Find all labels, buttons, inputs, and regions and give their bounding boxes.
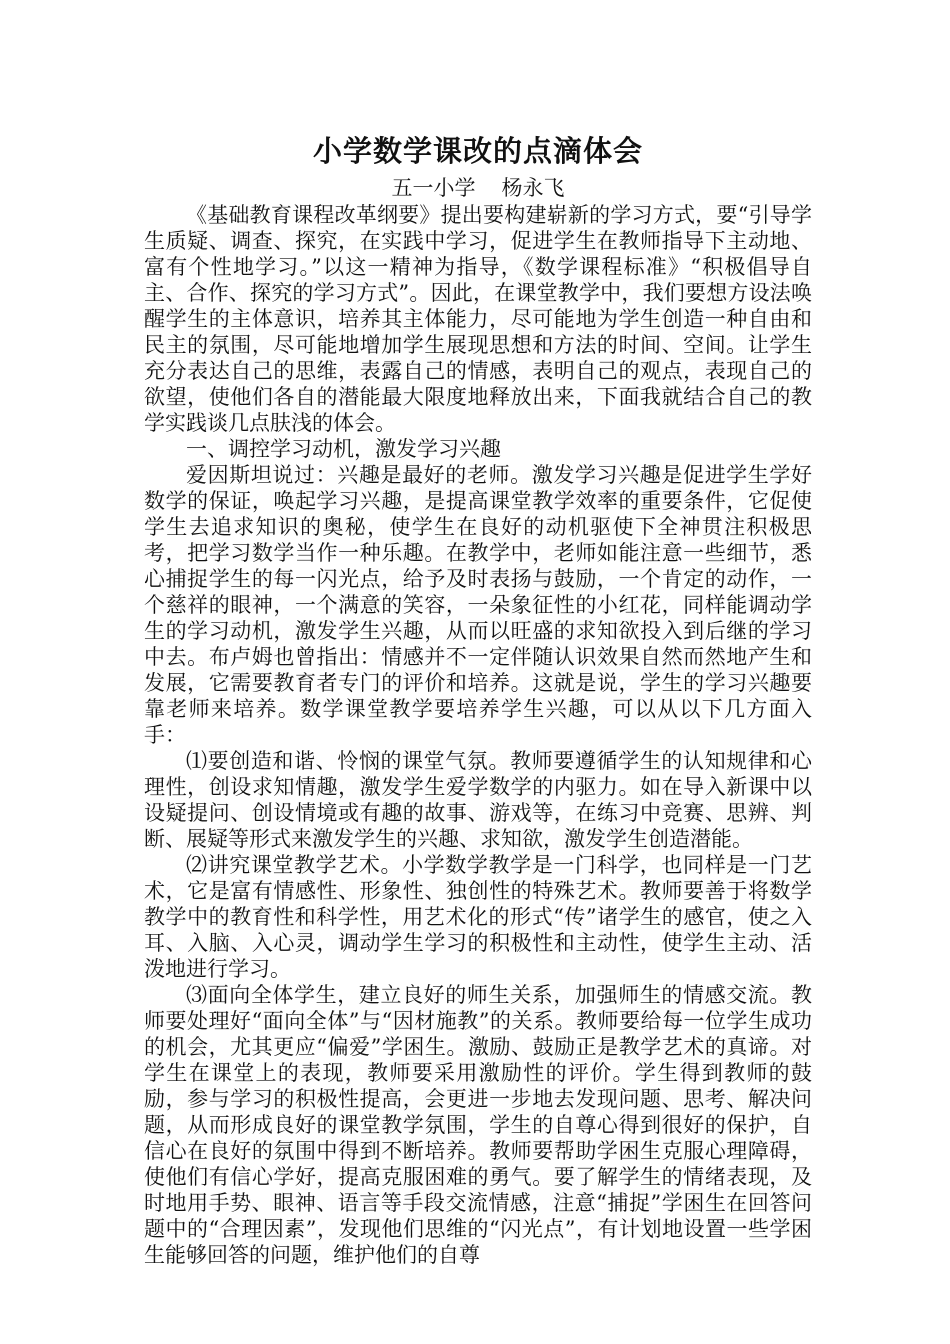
paragraph-point-1: ⑴要创造和谐、怜悯的课堂气氛。教师要遵循学生的认知规律和心理性，创设求知情趣，激发学生爱学数学的内驱力。如在导入新课中以设疑提问、创设情境或有趣的故事、游戏等，在练习中竞赛、思辨、判断、展疑等形式来激发学生的兴趣、求知欲，激发学生创造潜能。 [144, 749, 812, 851]
author-name: 杨永飞 [501, 176, 565, 200]
school-name: 五一小学 [391, 176, 476, 200]
byline [144, 174, 812, 202]
paragraph-point-3: ⑶面向全体学生，建立良好的师生关系，加强师生的情感交流。教师要处理好“面向全体”与“因材施教”的关系。教师要给每一位学生成功的机会，尤其更应“偏爱”学困生。激励、鼓励正是教学艺术的真谛。对学生在课堂上的表现，教师要采用激励性的评价。学生得到教师的鼓励，参与学习的积极性提高，会更进一步地去发现问题、思考、解决问题，从而形成良好的课堂教学氛围，学生的自尊心得到很好的保护，自信心在良好的氛围中得到不断培养。教师要帮助学困生克服心理障碍，使他们有信心学好，提高克服困难的勇气。要了解学生的情绪表现，及时地用手势、眼神、语言等手段交流情感，注意“捕捉”学困生在回答问题中的“合理因素”，发现他们思维的“闪光点”，有计划地设置一些学困生能够回答的问题，维护他们的自尊 [144, 983, 812, 1267]
paragraph-interest: 爱因斯坦说过：兴趣是最好的老师。激发学习兴趣是促进学生学好数学的保证，唤起学习兴趣，是提高课堂教学效率的重要条件，它促使学生去追求知识的奥秘，使学生在良好的动机驱使下全神贯注积极思考，把学习数学当作一种乐趣。在教学中，老师如能注意一些细节，悉心捕捉学生的每一闪光点，给予及时表扬与鼓励，一个肯定的动作，一个慈祥的眼神，一个满意的笑容，一朵象征性的小红花，同样能调动学生的学习动机，激发学生兴趣，从而以旺盛的求知欲投入到后继的学习中去。布卢姆也曾指出：情感并不一定伴随认识效果自然而然地产生和发展，它需要教育者专门的评价和培养。这就是说，学生的学习兴趣要靠老师来培养。数学课堂教学要培养学生兴趣，可以从以下几方面入手： [144, 463, 812, 747]
article-body [144, 202, 812, 1268]
document-title: 小学数学课改的点滴体会 [312, 134, 643, 168]
document-page [144, 130, 812, 1268]
paragraph-intro: 《基础教育课程改革纲要》提出要构建崭新的学习方式，要“引导学生质疑、调查、探究，在实践中学习，促进学生在教师指导下主动地、富有个性地学习。”以这一精神为指导，《数学课程标准》“积极倡导自主、合作、探究的学习方式”。因此，在课堂教学中，我们要想方设法唤醒学生的主体意识，培养其主体能力，尽可能地为学生创造一种自由和民主的氛围，尽可能地增加学生展现思想和方法的时间、空间。让学生充分表达自己的思维，表露自己的情感，表明自己的观点，表现自己的欲望，使他们各自的潜能最大限度地释放出来，下面我就结合自己的教学实践谈几点肤浅的体会。 [144, 203, 812, 435]
paragraph-point-2: ⑵讲究课堂教学艺术。小学数学教学是一门科学，也同样是一门艺术，它是富有情感性、形象性、独创性的特殊艺术。教师要善于将数学教学中的教育性和科学性，用艺术化的形式“传”诸学生的感官，使之入耳、入脑、入心灵，调动学生学习的积极性和主动性，使学生主动、活泼地进行学习。 [144, 853, 812, 981]
section-heading: 一、调控学习动机，激发学习兴趣 [186, 437, 501, 461]
